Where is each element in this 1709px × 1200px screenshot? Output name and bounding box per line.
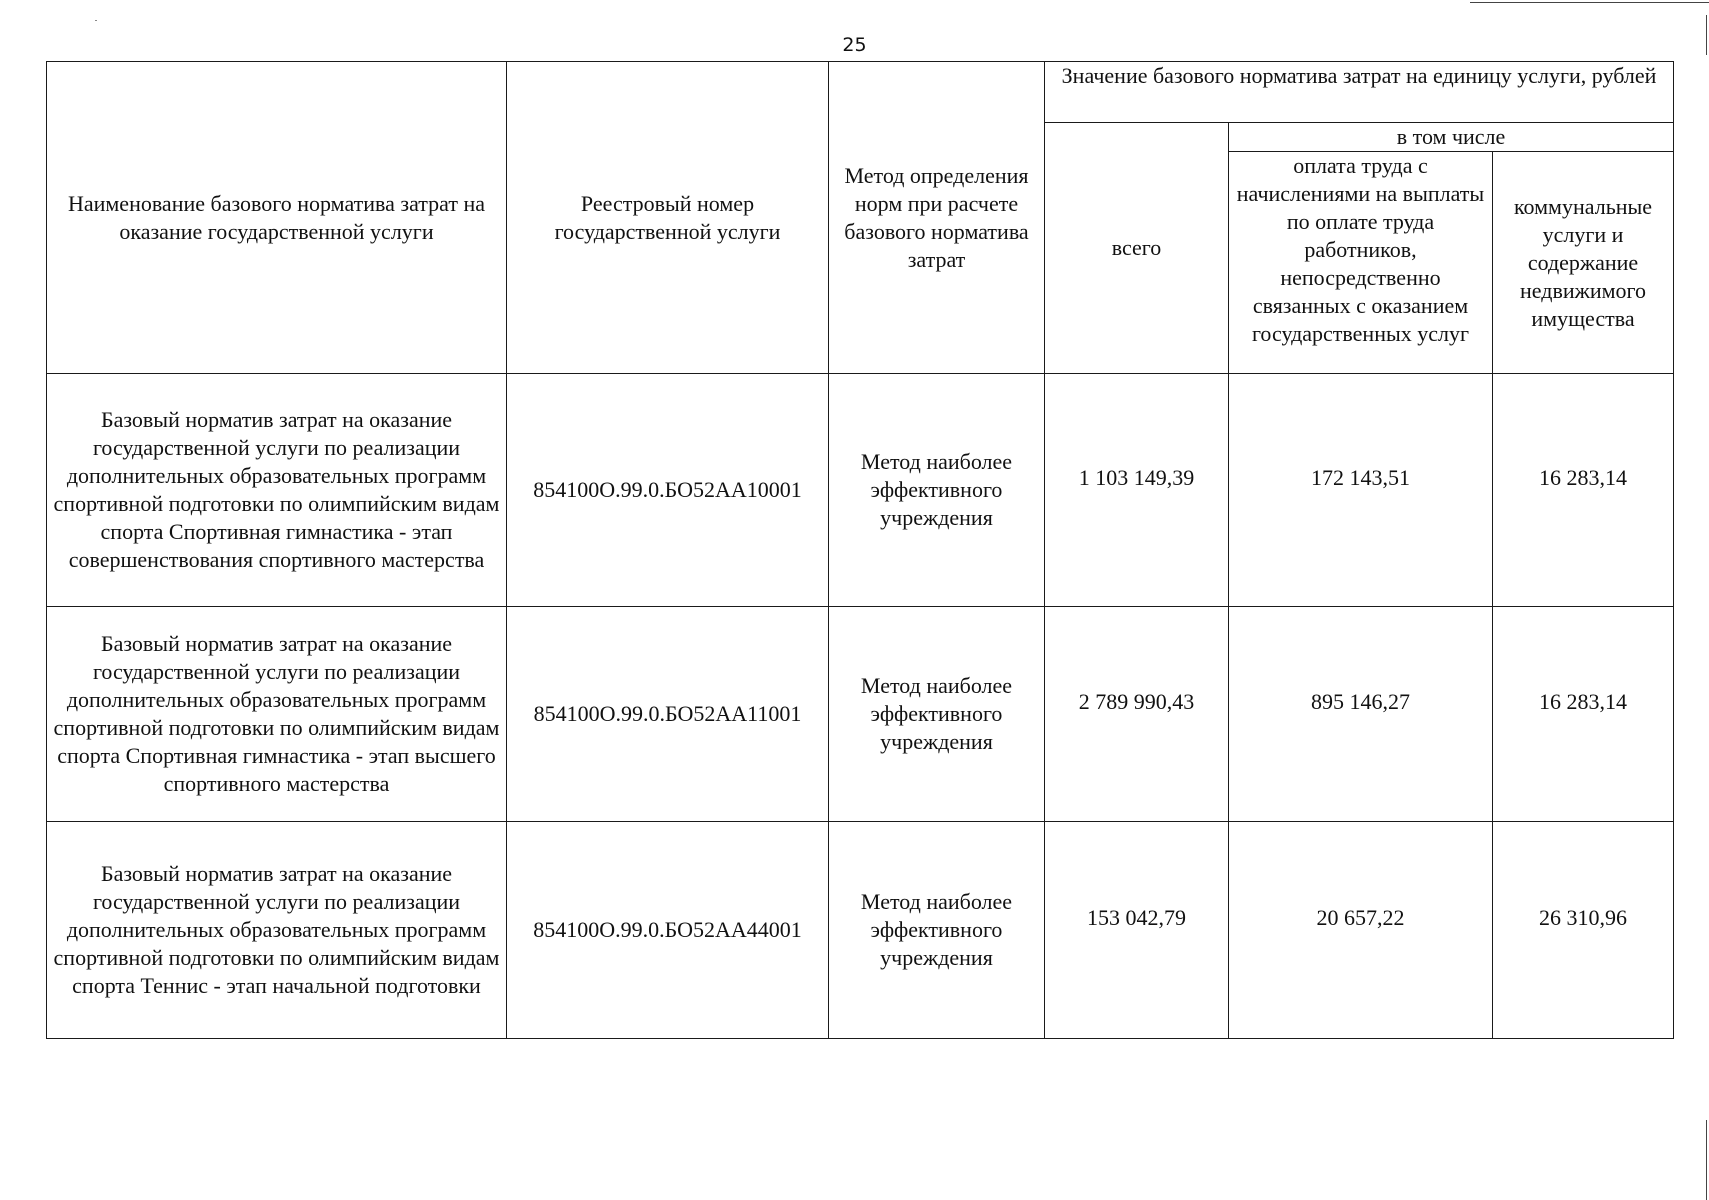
header-row-1 xyxy=(47,62,1674,123)
row-registry: 854100О.99.0.БО52АА44001 xyxy=(507,822,829,1039)
row-registry: 854100О.99.0.БО52АА11001 xyxy=(507,607,829,822)
row-name: Базовый норматив затрат на оказание государственной услуги по реализации дополнительных образовательных программ спортивной подготовки по олимпийским видам спорта Теннис - этап начальной подготовки xyxy=(47,822,507,1039)
row-utilities: 26 310,96 xyxy=(1493,822,1674,1039)
row-utilities: 16 283,14 xyxy=(1493,374,1674,607)
row-salary: 172 143,51 xyxy=(1229,374,1493,607)
scan-speck xyxy=(95,20,97,21)
header-salary: оплата труда с начислениями на выплаты по оплате труда работников, непосредственно связанных с оказанием государственных услуг xyxy=(1229,152,1493,374)
header-including: в том числе xyxy=(1229,123,1674,152)
header-registry: Реестровый номер государственной услуги xyxy=(507,62,829,374)
header-value-group: Значение базового норматива затрат на единицу услуги, рублей xyxy=(1045,62,1674,123)
row-total: 2 789 990,43 xyxy=(1045,607,1229,822)
table-row xyxy=(47,374,1674,607)
cost-norms-table xyxy=(46,61,1674,1039)
row-method: Метод наиболее эффективного учреждения xyxy=(829,607,1045,822)
page-number: 25 xyxy=(842,34,867,56)
row-total: 1 103 149,39 xyxy=(1045,374,1229,607)
header-method: Метод определения норм при расчете базового норматива затрат xyxy=(829,62,1045,374)
row-registry: 854100О.99.0.БО52АА10001 xyxy=(507,374,829,607)
row-name: Базовый норматив затрат на оказание государственной услуги по реализации дополнительных образовательных программ спортивной подготовки по олимпийским видам спорта Спортивная гимнастика - этап совершенствования спортивного мастерства xyxy=(47,374,507,607)
header-total: всего xyxy=(1045,123,1229,374)
header-name: Наименование базового норматива затрат на оказание государственной услуги xyxy=(47,62,507,374)
row-utilities: 16 283,14 xyxy=(1493,607,1674,822)
row-salary: 20 657,22 xyxy=(1229,822,1493,1039)
header-utilities: коммунальные услуги и содержание недвижимого имущества xyxy=(1493,152,1674,374)
row-method: Метод наиболее эффективного учреждения xyxy=(829,374,1045,607)
row-total: 153 042,79 xyxy=(1045,822,1229,1039)
row-salary: 895 146,27 xyxy=(1229,607,1493,822)
row-method: Метод наиболее эффективного учреждения xyxy=(829,822,1045,1039)
scan-edge-top xyxy=(1470,2,1709,3)
row-name: Базовый норматив затрат на оказание государственной услуги по реализации дополнительных образовательных программ спортивной подготовки по олимпийским видам спорта Спортивная гимнастика - этап высшего спортивного мастерства xyxy=(47,607,507,822)
table-row xyxy=(47,607,1674,822)
table-row xyxy=(47,822,1674,1039)
scan-edge-right-bottom xyxy=(1706,1120,1707,1200)
